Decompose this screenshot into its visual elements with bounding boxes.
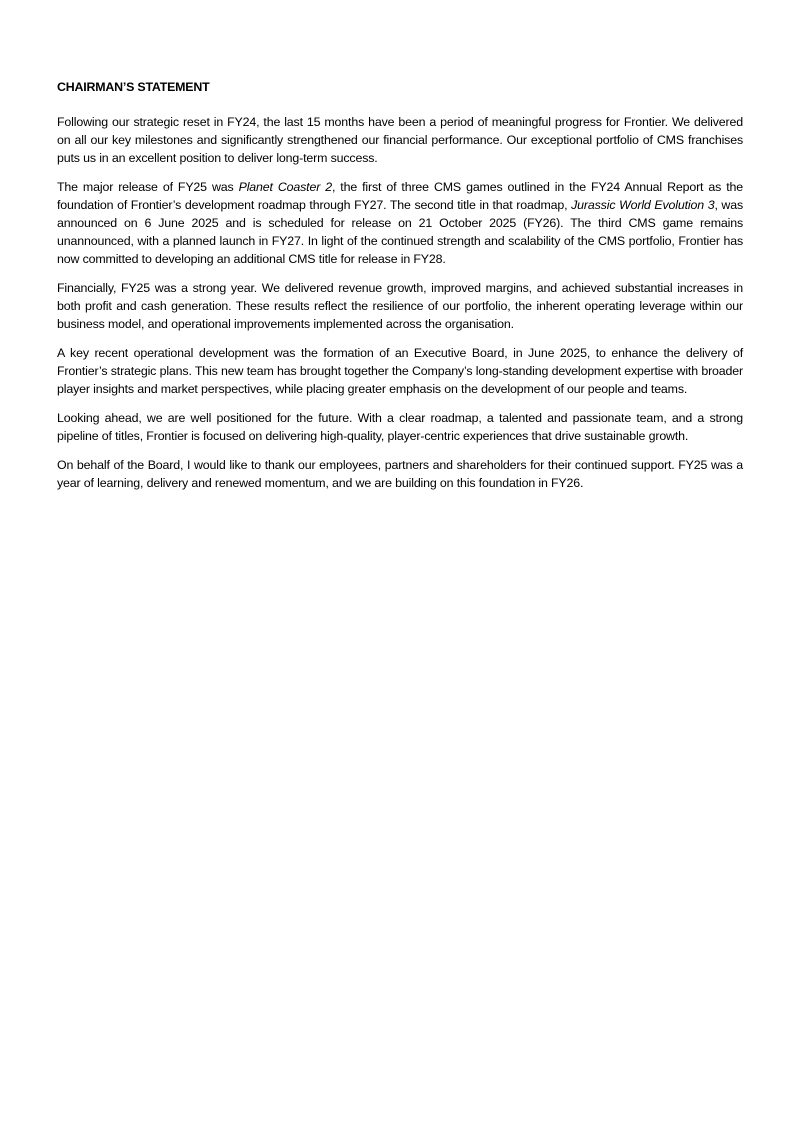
document-page (57, 78, 743, 503)
paragraph-roadmap-text-1: The major release of FY25 was (57, 180, 239, 194)
paragraph-executive-board: A key recent operational development was the formation of an Executive Board, in June 2025, to enhance the delivery of Frontier’s strategic plans. This new team has brought together the Company’s long-standing development expertise with broader player insights and market perspectives, while placing greater emphasis on the development of our people and teams. (57, 346, 743, 396)
paragraph-intro: Following our strategic reset in FY24, the last 15 months have been a period of meaningful progress for Frontier. We delivered on all our key milestones and significantly strengthened our financial performance. Our exceptional portfolio of CMS franchises puts us in an excellent position to deliver long-term success. (57, 115, 743, 165)
paragraph-roadmap (57, 178, 743, 268)
paragraph-roadmap-text-2: , the first of three CMS games outlined in the FY24 Annual Report as the foundation of Frontier’s development roadmap through FY27. The second title in that roadmap, (57, 180, 743, 212)
paragraph-outlook: Looking ahead, we are well positioned for the future. With a clear roadmap, a talented and passionate team, and a strong pipeline of titles, Frontier is focused on delivering high-quality, player-centric experiences that drive sustainable growth. (57, 411, 743, 443)
game-title-planet-coaster-2: Planet Coaster 2 (238, 180, 332, 194)
paragraph-financial: Financially, FY25 was a strong year. We delivered revenue growth, improved margins, and achieved substantial increases in both profit and cash generation. These results reflect the resilience of our portfolio, the inherent operating leverage within our business model, and operational improvements implemented across the organisation. (57, 281, 743, 331)
paragraph-roadmap-text-3: , was announced on 6 June 2025 and is scheduled for release on 21 October 2025 (FY26). The third CMS game remains unannounced, with a planned launch in FY27. In light of the continued strength and scalability of the CMS portfolio, Frontier has now committed to developing an additional CMS title for release in FY28. (57, 198, 744, 266)
paragraph-thanks: On behalf of the Board, I would like to thank our employees, partners and shareholders for their continued support. FY25 was a year of learning, delivery and renewed momentum, and we are building on this foundation in FY26. (57, 458, 743, 490)
game-title-jurassic-world-evolution-3: Jurassic World Evolution 3 (571, 198, 715, 212)
section-heading: CHAIRMAN’S STATEMENT (57, 80, 210, 94)
